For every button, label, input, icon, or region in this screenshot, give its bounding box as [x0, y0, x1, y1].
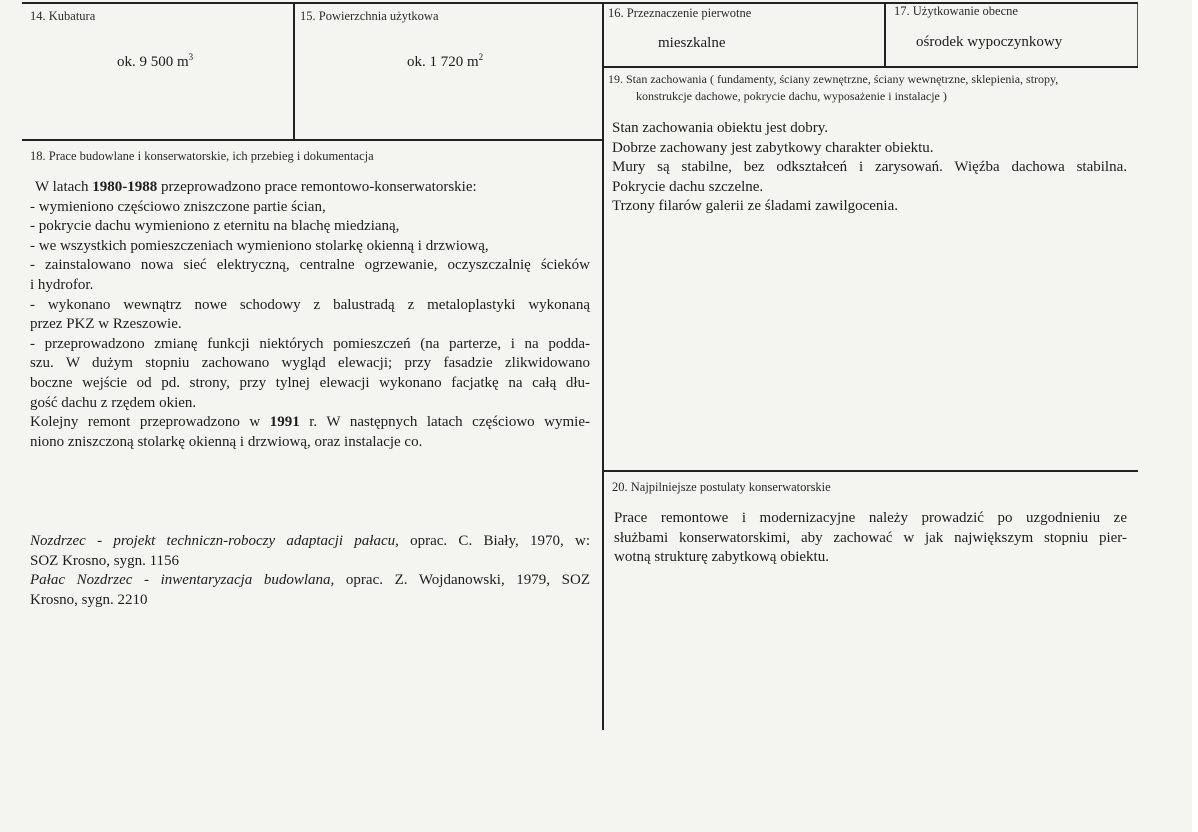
volume-text: ok. 9 500 m	[117, 54, 189, 70]
condition-line: Mury są stabilne, bez odkształceń i zarysowań. Więźba dachowa stabilna.	[612, 159, 1127, 176]
field-20-description	[614, 509, 1127, 568]
intro-post: przeprowadzono prace remontowo-konserwatorskie:	[157, 179, 477, 195]
work-line: - zainstalowano nowa sieć elektryczną, centralne ogrzewanie, oczyszczalnię ścieków	[30, 257, 590, 274]
field-15-label: 15. Powierzchnia użytkowa	[300, 9, 439, 23]
postulate-line: wotną strukturę zabytkową obiektu.	[614, 549, 829, 566]
condition-line: Trzony filarów galerii ze śladami zawilgocenia.	[612, 198, 899, 215]
volume-unit-exponent: 3	[188, 52, 194, 62]
work-line: - wykonano wewnątrz nowe schodowy z balustradą z metaloplastyki wykonaną	[30, 296, 590, 313]
divider-main-vertical	[602, 4, 604, 730]
work-line: szu. W dużym stopniu zachowano wygląd elewacji; przy fasadzie zlikwidowano	[30, 355, 590, 372]
divider-14-15	[293, 4, 295, 140]
condition-line: Pokrycie dachu szczelne.	[612, 178, 764, 195]
condition-line: Dobrze zachowany jest zabytkowy charakter obiektu.	[612, 139, 934, 156]
area-text: ok. 1 720 m	[407, 54, 479, 70]
work-line: - we wszystkich pomieszczeniach wymieniono stolarkę okienną i drzwiową,	[30, 237, 489, 254]
divider-row-14-18	[22, 139, 602, 141]
field-18-label: 18. Prace budowlane i konserwatorskie, ich przebieg i dokumentacja	[30, 149, 374, 163]
reference-1-line2: SOZ Krosno, sygn. 1156	[30, 552, 180, 569]
reference-1-title: Nozdrzec - projekt techniczn-roboczy adaptacji pałacu,	[30, 533, 399, 549]
field-18-references	[30, 532, 590, 610]
work-line: - wymieniono częściowo zniszczone partie ścian,	[30, 198, 326, 215]
field-19-label-line2: konstrukcje dachowe, pokrycie dachu, wyposażenie i instalacje )	[636, 89, 947, 103]
condition-line: Stan zachowania obiektu jest dobry.	[612, 120, 829, 136]
intro-years: 1980-1988	[92, 179, 158, 195]
work-line: gość dachu z rzędem okien.	[30, 394, 197, 411]
reference-2-line2: Krosno, sygn. 2210	[30, 591, 148, 608]
reference-2-title: Pałac Nozdrzec - inwentaryzacja budowlana,	[30, 572, 335, 589]
field-14-label: 14. Kubatura	[30, 9, 96, 23]
field-20-label: 20. Najpilniejsze postulaty konserwatorskie	[612, 480, 831, 494]
field-19-label-line1: 19. Stan zachowania ( fundamenty, ściany zewnętrzne, ściany wewnętrzne, sklepienia, stropy,	[608, 72, 1059, 86]
field-16-value: mieszkalne	[658, 35, 726, 51]
area-unit-exponent: 2	[478, 52, 484, 62]
field-14-value	[117, 52, 193, 71]
divider-16-17	[884, 4, 886, 66]
work-line: - pokrycie dachu wymieniono z eternitu na blachę miedzianą,	[30, 218, 400, 235]
field-17-label: 17. Użytkowanie obecne	[894, 4, 1018, 18]
second-post: r. W następnych latach częściowo wymie-	[299, 414, 590, 431]
second-renovation-line-2: niono zniszczoną stolarkę okienną i drzwiową, oraz instalacje co.	[30, 433, 423, 450]
second-year: 1991	[269, 414, 300, 431]
intro-line	[30, 178, 590, 198]
field-15-value	[407, 52, 483, 71]
work-line: - przeprowadzono zmianę funkcji niektórych pomieszczeń (na parterze, i na podda-	[30, 335, 590, 352]
postulate-line: Prace remontowe i modernizacyjne należy prowadzić po uzgodnieniu ze	[614, 510, 1127, 526]
second-renovation-line	[30, 413, 590, 433]
reference-1-rest: oprac. C. Biały, 1970, w:	[398, 533, 590, 549]
field-18-description	[30, 178, 590, 452]
field-19-description	[612, 119, 1127, 217]
divider-row-19-20	[604, 470, 1138, 472]
field-16-label: 16. Przeznaczenie pierwotne	[608, 6, 752, 20]
second-pre: Kolejny remont przeprowadzono w	[30, 414, 270, 431]
intro-pre: W latach	[35, 179, 93, 195]
reference-2	[30, 571, 590, 591]
divider-row-16-17	[604, 66, 1138, 68]
scan-edge	[1192, 0, 1198, 832]
work-line: przez PKZ w Rzeszowie.	[30, 316, 182, 333]
work-line: boczne wejście od pd. strony, przy tylnej elewacji wykonano facjatkę na całą dłu-	[30, 374, 590, 391]
right-border-top	[1137, 4, 1138, 66]
reference-1	[30, 532, 590, 552]
postulate-line: służbami konserwatorskimi, aby zachować w jak największym stopniu pier-	[614, 529, 1127, 546]
field-17-value: ośrodek wypoczynkowy	[916, 34, 1063, 50]
work-line: i hydrofor.	[30, 276, 94, 293]
reference-2-rest: oprac. Z. Wojdanowski, 1979, SOZ	[334, 572, 590, 589]
